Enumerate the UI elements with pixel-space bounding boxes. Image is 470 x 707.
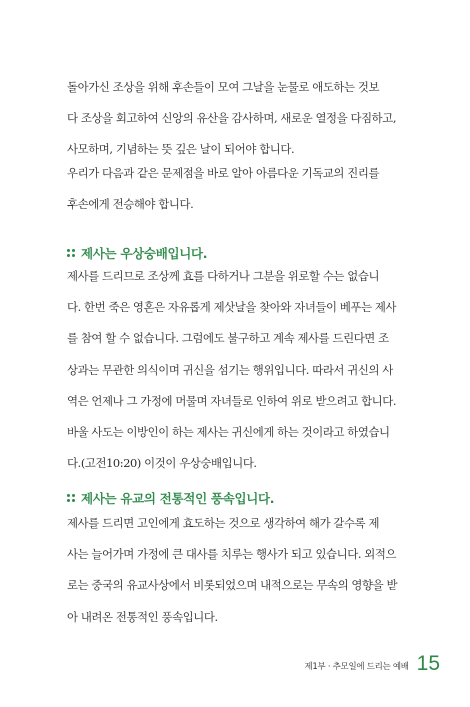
section-title: 제사는 유교의 전통적인 풍속입니다. <box>81 491 275 506</box>
text-line: 다 조상을 회고하여 신앙의 유산을 감사하며, 새로운 열정을 다짐하고, <box>67 111 397 126</box>
text-line: 사는 늘어가며 가정에 큰 대사를 치루는 행사가 되고 있습니다. 외적으 <box>67 547 397 562</box>
second-paragraph <box>67 158 410 220</box>
text-line: 돌아가신 조상을 위해 후손들이 모여 그날을 눈물로 애도하는 것보 <box>67 80 380 94</box>
text-line: 우리가 다음과 같은 문제점을 바로 알아 아름다운 기독교의 진리를 <box>67 166 380 180</box>
text-line: 후손에게 전승해야 합니다. <box>67 197 194 212</box>
text-line: 바울 사도는 이방인이 하는 제사는 귀신에게 하는 것이라고 하였습니 <box>67 425 390 440</box>
section-title: 제사는 우상숭배입니다. <box>81 246 208 261</box>
text-line: 사모하며, 기념하는 뜻 깊은 날이 되어야 합니다. <box>67 142 295 157</box>
text-line: 다. 한번 죽은 영혼은 자유롭게 제삿날을 찾아와 자녀들이 베푸는 제사 <box>67 300 397 315</box>
text-line: 를 참여 할 수 없습니다. 그럼에도 불구하고 계속 제사를 드린다면 조 <box>67 331 389 346</box>
intro-paragraph <box>67 72 410 166</box>
text-line: 상과는 무관한 의식이며 귀신을 섬기는 행위입니다. 따라서 귀신의 사 <box>67 362 393 377</box>
page-number: 15 <box>416 652 440 675</box>
section-body-idolatry <box>67 261 410 479</box>
bullet-dots-icon <box>67 249 75 257</box>
section-body-confucian <box>67 508 410 633</box>
bullet-dots-icon <box>67 494 75 502</box>
section-heading-idolatry <box>67 244 207 262</box>
running-title: 제1부 · 추모일에 드리는 예배 <box>304 662 409 672</box>
page-footer <box>305 652 441 676</box>
text-line: 로는 중국의 유교사상에서 비롯되었으며 내적으로는 무속의 영향을 받 <box>67 578 398 593</box>
text-line: 아 내려온 전통적인 풍속입니다. <box>67 609 218 624</box>
text-line: 역은 언제나 그 가정에 머물며 자녀들로 인하여 위로 받으려고 합니다. <box>67 393 397 408</box>
text-line: 제사를 드리므로 조상께 효를 다하거나 그분을 위로할 수는 없습니 <box>67 269 380 283</box>
text-line: 제사를 드리면 고인에게 효도하는 것으로 생각하여 해가 갈수록 제 <box>67 516 380 530</box>
text-line: 다.(고전10:20) 이것이 우상숭배입니다. <box>67 456 257 471</box>
section-heading-confucian <box>67 489 274 507</box>
